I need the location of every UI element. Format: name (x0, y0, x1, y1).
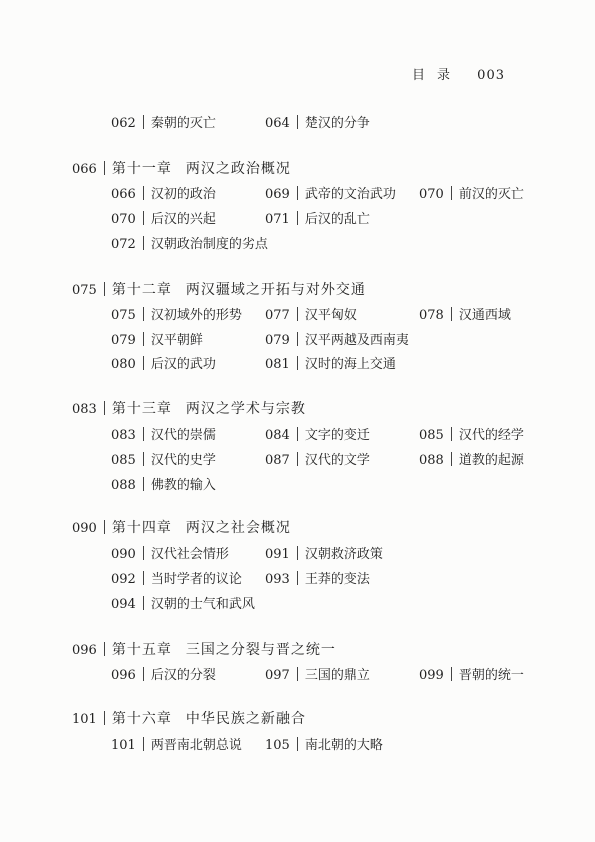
entry-title: 汉朝的士气和武风 (150, 597, 255, 612)
separator-bar (143, 667, 144, 681)
toc-entry (111, 451, 216, 471)
entry-title: 道教的起源 (458, 453, 524, 468)
separator-bar (297, 115, 298, 129)
chapter-number: 第十四章 (111, 520, 172, 536)
entry-title: 武帝的文治武功 (304, 187, 396, 202)
entry-page-number: 096 (111, 668, 136, 683)
entry-title: 汉时的海上交通 (304, 357, 396, 372)
chapter-page-number: 101 (72, 712, 97, 727)
toc-entry (111, 570, 242, 590)
separator-bar (104, 401, 105, 415)
separator-bar (297, 737, 298, 751)
entry-page-number: 070 (111, 212, 136, 227)
entry-title: 楚汉的分争 (304, 116, 370, 131)
toc-entry (265, 355, 396, 375)
entry-page-number: 078 (419, 308, 444, 323)
entry-page-number: 075 (111, 308, 136, 323)
separator-bar (297, 427, 298, 441)
toc-entry (111, 306, 242, 326)
separator-bar (297, 546, 298, 560)
entry-page-number: 088 (111, 478, 136, 493)
separator-bar (451, 452, 452, 466)
chapter-heading (72, 280, 366, 300)
entry-page-number: 101 (111, 738, 136, 753)
separator-bar (143, 332, 144, 346)
chapter-number: 第十六章 (111, 711, 172, 727)
entry-title: 当时学者的议论 (150, 572, 242, 587)
toc-entry (111, 210, 216, 230)
entry-page-number: 092 (111, 572, 136, 587)
entry-page-number: 091 (265, 547, 290, 562)
toc-entry (265, 114, 370, 134)
entry-title: 后汉的兴起 (150, 212, 216, 227)
toc-entry (265, 306, 357, 326)
separator-bar (143, 211, 144, 225)
toc-entry (111, 355, 216, 375)
chapter-number: 第十二章 (111, 282, 172, 298)
separator-bar (297, 211, 298, 225)
entry-title: 汉朝救济政策 (304, 547, 383, 562)
chapter-number: 第十一章 (111, 161, 172, 177)
separator-bar (143, 307, 144, 321)
separator-bar (297, 356, 298, 370)
entry-title: 汉代的史学 (150, 453, 216, 468)
entry-page-number: 099 (419, 668, 444, 683)
separator-bar (143, 115, 144, 129)
toc-entry (111, 666, 216, 686)
entry-page-number: 084 (265, 428, 290, 443)
toc-entry (111, 476, 216, 496)
entry-page-number: 070 (419, 187, 444, 202)
entry-page-number: 090 (111, 547, 136, 562)
toc-entry (111, 331, 203, 351)
toc-entry (111, 545, 229, 565)
toc-entry (419, 451, 524, 471)
entry-page-number: 062 (111, 116, 136, 131)
chapter-page-number: 090 (72, 521, 97, 536)
separator-bar (143, 571, 144, 585)
entry-title: 汉平匈奴 (304, 308, 357, 323)
toc-entry (419, 185, 524, 205)
separator-bar (104, 520, 105, 534)
entry-title: 佛教的输入 (150, 478, 216, 493)
chapter-number: 第十三章 (111, 401, 172, 417)
entry-title: 汉代的崇儒 (150, 428, 216, 443)
entry-title: 后汉的武功 (150, 357, 216, 372)
entry-title: 汉代的经学 (458, 428, 524, 443)
entry-page-number: 087 (265, 453, 290, 468)
toc-entry (111, 114, 216, 134)
entry-page-number: 080 (111, 357, 136, 372)
chapter-number: 第十五章 (111, 642, 172, 658)
separator-bar (297, 452, 298, 466)
running-head-page-number: 003 (477, 68, 505, 83)
toc-entry (265, 451, 370, 471)
entry-title: 汉代社会情形 (150, 547, 229, 562)
entry-page-number: 083 (111, 428, 136, 443)
entry-title: 汉代的文学 (304, 453, 370, 468)
toc-entry (265, 736, 383, 756)
toc-entry (265, 545, 383, 565)
separator-bar (143, 356, 144, 370)
entry-title: 后汉的乱亡 (304, 212, 370, 227)
separator-bar (143, 546, 144, 560)
entry-page-number: 071 (265, 212, 290, 227)
toc-entry (419, 426, 524, 446)
separator-bar (143, 236, 144, 250)
entry-title: 汉初域外的形势 (150, 308, 242, 323)
chapter-title: 两汉之社会概况 (185, 520, 291, 536)
chapter-page-number: 066 (72, 162, 97, 177)
entry-page-number: 079 (265, 333, 290, 348)
entry-page-number: 088 (419, 453, 444, 468)
entry-page-number: 085 (111, 453, 136, 468)
entry-title: 汉朝政治制度的劣点 (150, 237, 268, 252)
entry-page-number: 064 (265, 116, 290, 131)
entry-page-number: 079 (111, 333, 136, 348)
running-head-title: 目录 (412, 68, 463, 83)
separator-bar (451, 186, 452, 200)
entry-title: 汉平朝鲜 (150, 333, 203, 348)
toc-entry (111, 595, 255, 615)
separator-bar (104, 642, 105, 656)
separator-bar (143, 452, 144, 466)
separator-bar (297, 667, 298, 681)
toc-entry (265, 426, 370, 446)
entry-title: 汉初的政治 (150, 187, 216, 202)
entry-title: 秦朝的灭亡 (150, 116, 216, 131)
toc-entry (265, 570, 370, 590)
separator-bar (451, 307, 452, 321)
chapter-page-number: 075 (72, 283, 97, 298)
separator-bar (104, 282, 105, 296)
entry-page-number: 066 (111, 187, 136, 202)
toc-entry (419, 306, 511, 326)
separator-bar (451, 667, 452, 681)
chapter-title: 两汉之学术与宗教 (185, 401, 306, 417)
running-head (412, 64, 505, 83)
chapter-heading (72, 399, 306, 419)
separator-bar (297, 571, 298, 585)
entry-title: 汉通西域 (458, 308, 511, 323)
entry-page-number: 072 (111, 237, 136, 252)
separator-bar (143, 477, 144, 491)
chapter-title: 三国之分裂与晋之统一 (185, 642, 336, 658)
separator-bar (104, 711, 105, 725)
entry-title: 南北朝的大略 (304, 738, 383, 753)
entry-page-number: 094 (111, 597, 136, 612)
separator-bar (297, 186, 298, 200)
entry-title: 后汉的分裂 (150, 668, 216, 683)
chapter-title: 两汉疆域之开拓与对外交通 (185, 282, 366, 298)
separator-bar (451, 427, 452, 441)
toc-entry (265, 210, 370, 230)
entry-title: 汉平两越及西南夷 (304, 333, 409, 348)
chapter-heading (72, 518, 291, 538)
separator-bar (143, 737, 144, 751)
entry-page-number: 081 (265, 357, 290, 372)
toc-entry (265, 331, 409, 351)
entry-page-number: 069 (265, 187, 290, 202)
chapter-heading (72, 640, 336, 660)
toc-entry (111, 235, 268, 255)
chapter-heading (72, 159, 291, 179)
entry-page-number: 105 (265, 738, 290, 753)
entry-page-number: 077 (265, 308, 290, 323)
entry-page-number: 085 (419, 428, 444, 443)
entry-title: 晋朝的统一 (458, 668, 524, 683)
toc-entry (111, 736, 242, 756)
entry-title: 三国的鼎立 (304, 668, 370, 683)
chapter-title: 中华民族之新融合 (185, 711, 306, 727)
separator-bar (143, 427, 144, 441)
separator-bar (297, 307, 298, 321)
chapter-heading (72, 709, 306, 729)
toc-entry (111, 426, 216, 446)
entry-title: 两晋南北朝总说 (150, 738, 242, 753)
separator-bar (104, 161, 105, 175)
entry-title: 文字的变迁 (304, 428, 370, 443)
toc-entry (419, 666, 524, 686)
toc-entry (111, 185, 216, 205)
entry-page-number: 097 (265, 668, 290, 683)
toc-entry (265, 185, 396, 205)
chapter-title: 两汉之政治概况 (185, 161, 291, 177)
toc-entry (265, 666, 370, 686)
entry-page-number: 093 (265, 572, 290, 587)
chapter-page-number: 083 (72, 402, 97, 417)
separator-bar (143, 596, 144, 610)
separator-bar (143, 186, 144, 200)
separator-bar (297, 332, 298, 346)
entry-title: 前汉的灭亡 (458, 187, 524, 202)
chapter-page-number: 096 (72, 643, 97, 658)
entry-title: 王莽的变法 (304, 572, 370, 587)
